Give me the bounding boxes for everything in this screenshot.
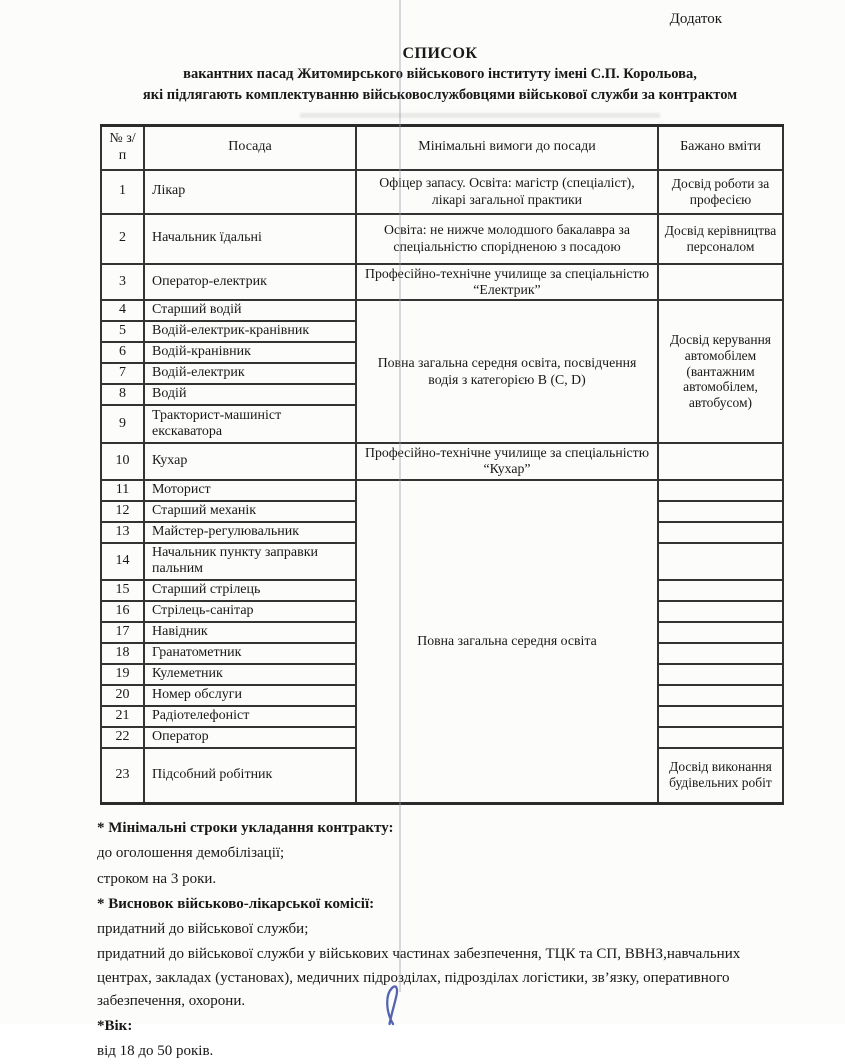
- annex-label: Додаток: [669, 11, 722, 27]
- cell-row-number: 9: [101, 405, 144, 443]
- table-row: [101, 170, 783, 214]
- note-medical-line2: придатний до військової служби у військових частинах забезпечення, ТЦК та СП, ВВНЗ,навчальних центрах, закладах (установах), медичних підрозділах, підрозділах логістики, зв’язку, оперативного забезпечення, охорони.: [97, 946, 741, 1009]
- cell-position: Стрілець-санітар: [144, 601, 356, 622]
- cell-position: Кухар: [144, 443, 356, 480]
- cell-row-number: 15: [101, 580, 144, 601]
- cell-position: Водій-електрик: [144, 363, 356, 384]
- note-contract-line1: до оголошення демобілізації;: [97, 845, 285, 862]
- cell-position: Кулеметник: [144, 664, 356, 685]
- cell-requirements: Освіта: не нижче молодшого бакалавра за спеціальністю спорідненою з посадою: [356, 214, 658, 264]
- cell-position: Оператор: [144, 727, 356, 748]
- page-subtitle-line2: які підлягають комплектуванню військовослужбовцями військової служби за контрактом: [142, 87, 738, 103]
- cell-row-number: 3: [101, 264, 144, 301]
- cell-position: Тракторист-машиніст екскаватора: [144, 405, 356, 443]
- note-contract-title: * Мінімальні строки укладання контракту:: [97, 820, 394, 837]
- header-requirements: Мінімальні вимоги до посади: [356, 126, 658, 170]
- cell-desired-empty: [658, 443, 783, 480]
- cell-desired: Досвід керівництва персоналом: [658, 214, 783, 264]
- note-age-line1: від 18 до 50 років.: [97, 1043, 214, 1060]
- table-row: [101, 264, 783, 301]
- page-title: СПИСОК: [402, 45, 478, 62]
- cell-desired-empty: [658, 543, 783, 580]
- cell-row-number: 14: [101, 543, 144, 580]
- cell-row-number: 5: [101, 321, 144, 342]
- footnotes: [97, 817, 791, 1064]
- cell-desired-empty: [658, 480, 783, 501]
- cell-desired-merged-drivers: Досвід керування автомобілем (вантажним автомобілем, автобусом): [658, 300, 783, 443]
- table-row: [101, 443, 783, 480]
- cell-requirements: Професійно-технічне училище за спеціальністю “Електрик”: [356, 264, 658, 301]
- cell-position: Начальник пункту заправки пальним: [144, 543, 356, 580]
- cell-requirements: Офіцер запасу. Освіта: магістр (спеціаліст), лікарі загальної практики: [356, 170, 658, 214]
- table-header-row: [101, 126, 783, 170]
- cell-desired-empty: [658, 727, 783, 748]
- cell-row-number: 18: [101, 643, 144, 664]
- header-position: Посада: [144, 126, 356, 170]
- title-block: [60, 44, 820, 106]
- cell-position: Старший водій: [144, 300, 356, 321]
- cell-position: Старший стрілець: [144, 580, 356, 601]
- cell-row-number: 20: [101, 685, 144, 706]
- cell-position: Водій-кранівник: [144, 342, 356, 363]
- table-row: [101, 214, 783, 264]
- cell-row-number: 16: [101, 601, 144, 622]
- cell-row-number: 13: [101, 522, 144, 543]
- cell-position: Водій-електрик-кранівник: [144, 321, 356, 342]
- cell-desired-empty: [658, 643, 783, 664]
- cell-row-number: 19: [101, 664, 144, 685]
- cell-position: Старший механік: [144, 501, 356, 522]
- cell-desired: Досвід виконання будівельних робіт: [658, 748, 783, 804]
- cell-position: Водій: [144, 384, 356, 405]
- cell-desired-empty: [658, 622, 783, 643]
- cell-position: Гранатометник: [144, 643, 356, 664]
- cell-row-number: 4: [101, 300, 144, 321]
- cell-desired-empty: [658, 522, 783, 543]
- cell-requirements: Професійно-технічне училище за спеціальністю “Кухар”: [356, 443, 658, 480]
- cell-desired-empty: [658, 685, 783, 706]
- cell-row-number: 21: [101, 706, 144, 727]
- cell-row-number: 8: [101, 384, 144, 405]
- header-num: № з/п: [101, 126, 144, 170]
- cell-desired-empty: [658, 501, 783, 522]
- cell-desired-empty: [658, 601, 783, 622]
- table-row: [101, 300, 783, 321]
- cell-row-number: 2: [101, 214, 144, 264]
- pen-mark: [383, 984, 409, 1024]
- header-desired: Бажано вміти: [658, 126, 783, 170]
- cell-row-number: 10: [101, 443, 144, 480]
- cell-position: Оператор-електрик: [144, 264, 356, 301]
- scan-fold-line: [399, 0, 401, 992]
- cell-desired-empty: [658, 264, 783, 301]
- cell-desired-empty: [658, 706, 783, 727]
- cell-desired-empty: [658, 664, 783, 685]
- note-medical-title: * Висновок військово-лікарської комісії:: [97, 895, 375, 912]
- cell-position: Номер обслуги: [144, 685, 356, 706]
- cell-requirements-merged-secondary: Повна загальна середня освіта: [356, 480, 658, 804]
- cell-position: Моторист: [144, 480, 356, 501]
- cell-position: Навідник: [144, 622, 356, 643]
- cell-row-number: 1: [101, 170, 144, 214]
- cell-position: Лікар: [144, 170, 356, 214]
- note-medical-line1: придатний до військової служби;: [97, 921, 309, 938]
- cell-row-number: 12: [101, 501, 144, 522]
- cell-desired: Досвід роботи за професією: [658, 170, 783, 214]
- cell-position: Радіотелефоніст: [144, 706, 356, 727]
- page-subtitle-line1: вакантних пасад Житомирського військового інституту імені С.П. Корольова,: [183, 66, 697, 82]
- scan-smudge: [300, 113, 660, 118]
- cell-row-number: 17: [101, 622, 144, 643]
- cell-position: Начальник їдальні: [144, 214, 356, 264]
- cell-position: Підсобний робітник: [144, 748, 356, 804]
- note-contract-line2: строком на 3 роки.: [97, 870, 217, 887]
- vacancies-table: [100, 124, 784, 805]
- cell-row-number: 22: [101, 727, 144, 748]
- cell-position: Майстер-регулювальник: [144, 522, 356, 543]
- table-row: [101, 480, 783, 501]
- cell-row-number: 23: [101, 748, 144, 804]
- cell-desired-empty: [658, 580, 783, 601]
- cell-row-number: 11: [101, 480, 144, 501]
- cell-row-number: 7: [101, 363, 144, 384]
- cell-requirements-merged-drivers: Повна загальна середня освіта, посвідчення водія з категорією В (С, D): [356, 300, 658, 443]
- cell-row-number: 6: [101, 342, 144, 363]
- note-age-title: *Вік:: [97, 1018, 133, 1035]
